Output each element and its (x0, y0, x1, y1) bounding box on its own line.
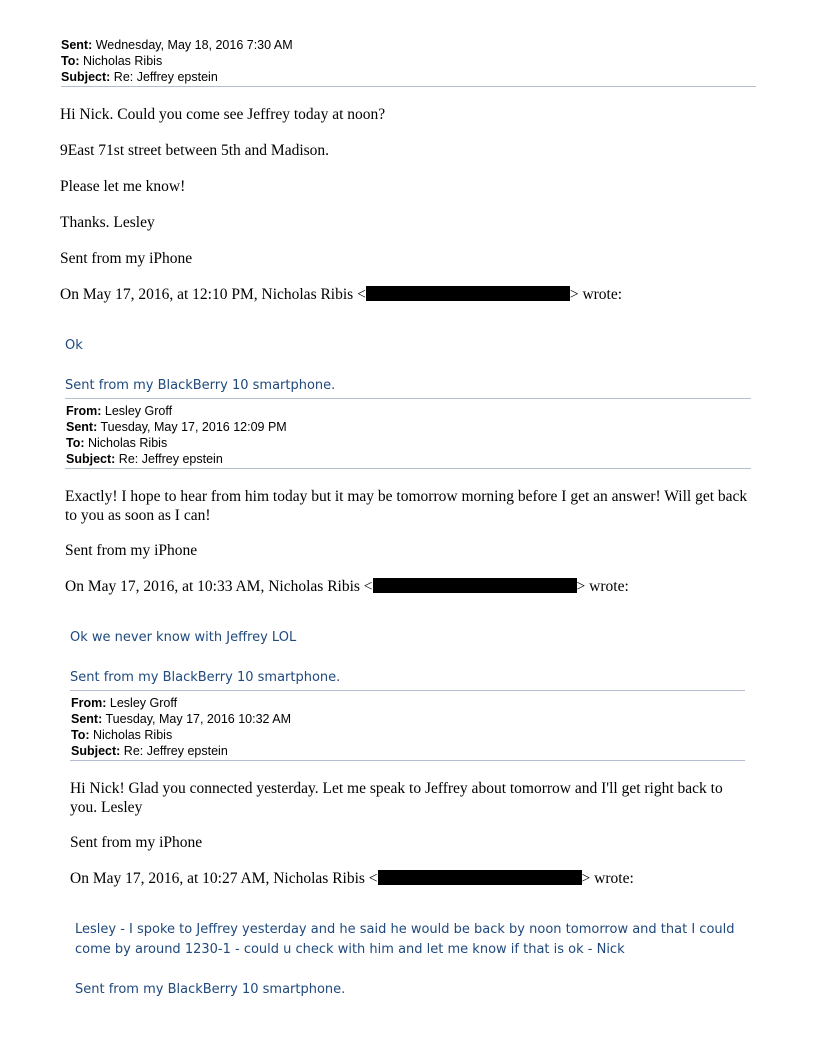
quote-attribution: On May 17, 2016, at 10:33 AM, Nicholas Ribis < > wrote: (65, 578, 629, 595)
sent-line: Sent: Tuesday, May 17, 2016 12:09 PM (66, 420, 287, 434)
iphone-signature: Sent from my iPhone (70, 834, 203, 851)
message-line: 9East 71st street between 5th and Madison. (60, 142, 330, 159)
blackberry-reply-body: Lesley - I spoke to Jeffrey yesterday and he said he would be back by noon tomorrow and that I could come by around 1230-1 - could u check with him and let me know if that is ok - Nick (75, 922, 735, 957)
header-divider (65, 468, 751, 469)
quote-attribution: On May 17, 2016, at 12:10 PM, Nicholas Ribis < > wrote: (60, 286, 623, 303)
sent-line: Sent: Wednesday, May 18, 2016 7:30 AM (61, 38, 293, 52)
subject-value: Re: Jeffrey epstein (118, 452, 223, 466)
from-line: From: Lesley Groff (66, 404, 173, 418)
to-value: Nicholas Ribis (83, 54, 163, 68)
quote-attribution: On May 17, 2016, at 10:27 AM, Nicholas Ribis < > wrote: (70, 870, 634, 887)
header-divider (70, 760, 745, 761)
subject-line: Subject: Re: Jeffrey epstein (66, 452, 223, 466)
to-value: Nicholas Ribis (88, 436, 168, 450)
to-value: Nicholas Ribis (93, 728, 173, 742)
subject-value: Re: Jeffrey epstein (123, 744, 228, 758)
redacted-email-address (373, 578, 577, 593)
sent-value: Tuesday, May 17, 2016 10:32 AM (105, 712, 292, 726)
iphone-signature: Sent from my iPhone (65, 542, 198, 559)
sent-value: Tuesday, May 17, 2016 12:09 PM (100, 420, 287, 434)
email-header-top (61, 37, 293, 85)
message-line: Please let me know! (60, 178, 186, 195)
header-divider (70, 690, 745, 691)
to-line: To: Nicholas Ribis (66, 436, 168, 450)
redacted-email-address (366, 286, 570, 301)
from-value: Lesley Groff (109, 696, 178, 710)
message-body: Hi Nick! Glad you connected yesterday. Let me speak to Jeffrey about tomorrow and I'll get right back to you. Lesley (70, 780, 723, 816)
blackberry-reply-body: Ok (65, 338, 83, 353)
blackberry-signature: Sent from my BlackBerry 10 smartphone. (65, 378, 336, 393)
message-line: Hi Nick. Could you come see Jeffrey today at noon? (60, 106, 386, 123)
message-body: Exactly! I hope to hear from him today but it may be tomorrow morning before I get an answer! Will get back to you as soon as I can! (65, 488, 748, 524)
subject-value: Re: Jeffrey epstein (113, 70, 218, 84)
to-line: To: Nicholas Ribis (71, 728, 173, 742)
subject-line: Subject: Re: Jeffrey epstein (71, 744, 228, 758)
subject-line: Subject: Re: Jeffrey epstein (61, 70, 218, 84)
from-value: Lesley Groff (104, 404, 173, 418)
header-divider (65, 398, 751, 399)
email-header (66, 403, 287, 467)
redacted-email-address (378, 870, 582, 885)
sent-line: Sent: Tuesday, May 17, 2016 10:32 AM (71, 712, 292, 726)
sent-value: Wednesday, May 18, 2016 7:30 AM (95, 38, 293, 52)
email-header (71, 695, 291, 759)
header-divider (61, 86, 756, 87)
iphone-signature: Sent from my iPhone (60, 250, 193, 267)
message-line: Thanks. Lesley (60, 214, 155, 231)
blackberry-reply-body: Ok we never know with Jeffrey LOL (70, 630, 297, 645)
blackberry-signature: Sent from my BlackBerry 10 smartphone. (75, 982, 346, 997)
to-line: To: Nicholas Ribis (61, 54, 163, 68)
blackberry-signature: Sent from my BlackBerry 10 smartphone. (70, 670, 341, 685)
from-line: From: Lesley Groff (71, 696, 178, 710)
